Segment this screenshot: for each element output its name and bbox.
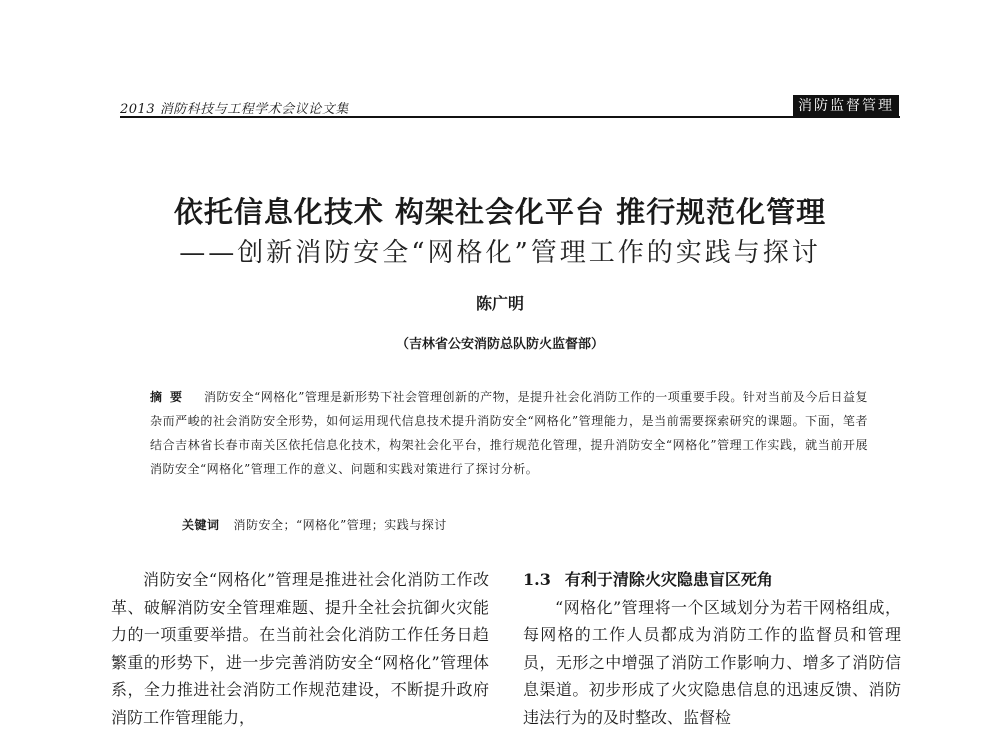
body-column-right (523, 566, 901, 731)
running-header: 2013 消防科技与工程学术会议论文集 (120, 102, 349, 117)
header-divider (120, 116, 900, 118)
body-column-left (111, 566, 489, 731)
paper-title: 依托信息化技术 构架社会化平台 推行规范化管理 (173, 195, 827, 229)
body-paragraph: 消防安全“网格化”管理是推进社会化消防工作改革、破解消防安全管理难题、提升全社会抗御火灾能力的一项重要举措。在当前社会化消防工作任务日趋繁重的形势下，进一步完善消防安全“网格化”管理体系，全力推进社会消防工作规范建设，不断提升政府消防工作管理能力， (111, 570, 489, 727)
abstract-label: 摘要 (150, 390, 191, 404)
author-name: 陈广明 (475, 294, 524, 313)
section-number: 1.3 (523, 570, 551, 589)
keywords (182, 513, 447, 537)
section-heading-text: 有利于清除火灾隐患盲区死角 (564, 570, 773, 589)
keywords-text: 消防安全；“网格化”管理；实践与探讨 (233, 518, 447, 532)
keywords-label: 关键词 (182, 518, 220, 532)
paper-subtitle: ——创新消防安全“网格化”管理工作的实践与探讨 (179, 238, 821, 268)
section-heading (523, 566, 901, 594)
abstract (150, 385, 868, 481)
author-affiliation: （吉林省公安消防总队防火监督部） (395, 337, 604, 352)
abstract-text: 消防安全“网格化”管理是新形势下社会管理创新的产物，是提升社会化消防工作的一项重要手段。针对当前及今后日益复杂而严峻的社会消防安全形势，如何运用现代信息技术提升消防安全“网格化”管理能力，是当前需要探索研究的课题。下面，笔者结合吉林省长春市南关区依托信息化技术，构架社会化平台，推行规范化管理，提升消防安全“网格化”管理工作实践，就当前开展消防安全“网格化”管理工作的意义、问题和实践对策进行了探讨分析。 (150, 390, 868, 476)
body-paragraph: “网格化”管理将一个区域划分为若干网格组成，每网格的工作人员都成为消防工作的监督员和管理员，无形之中增强了消防工作影响力、增多了消防信息渠道。初步形成了火灾隐患信息的迅速反馈、消防违法行为的及时整改、监督检 (523, 597, 901, 727)
section-tag: 消防监督管理 (793, 95, 899, 117)
